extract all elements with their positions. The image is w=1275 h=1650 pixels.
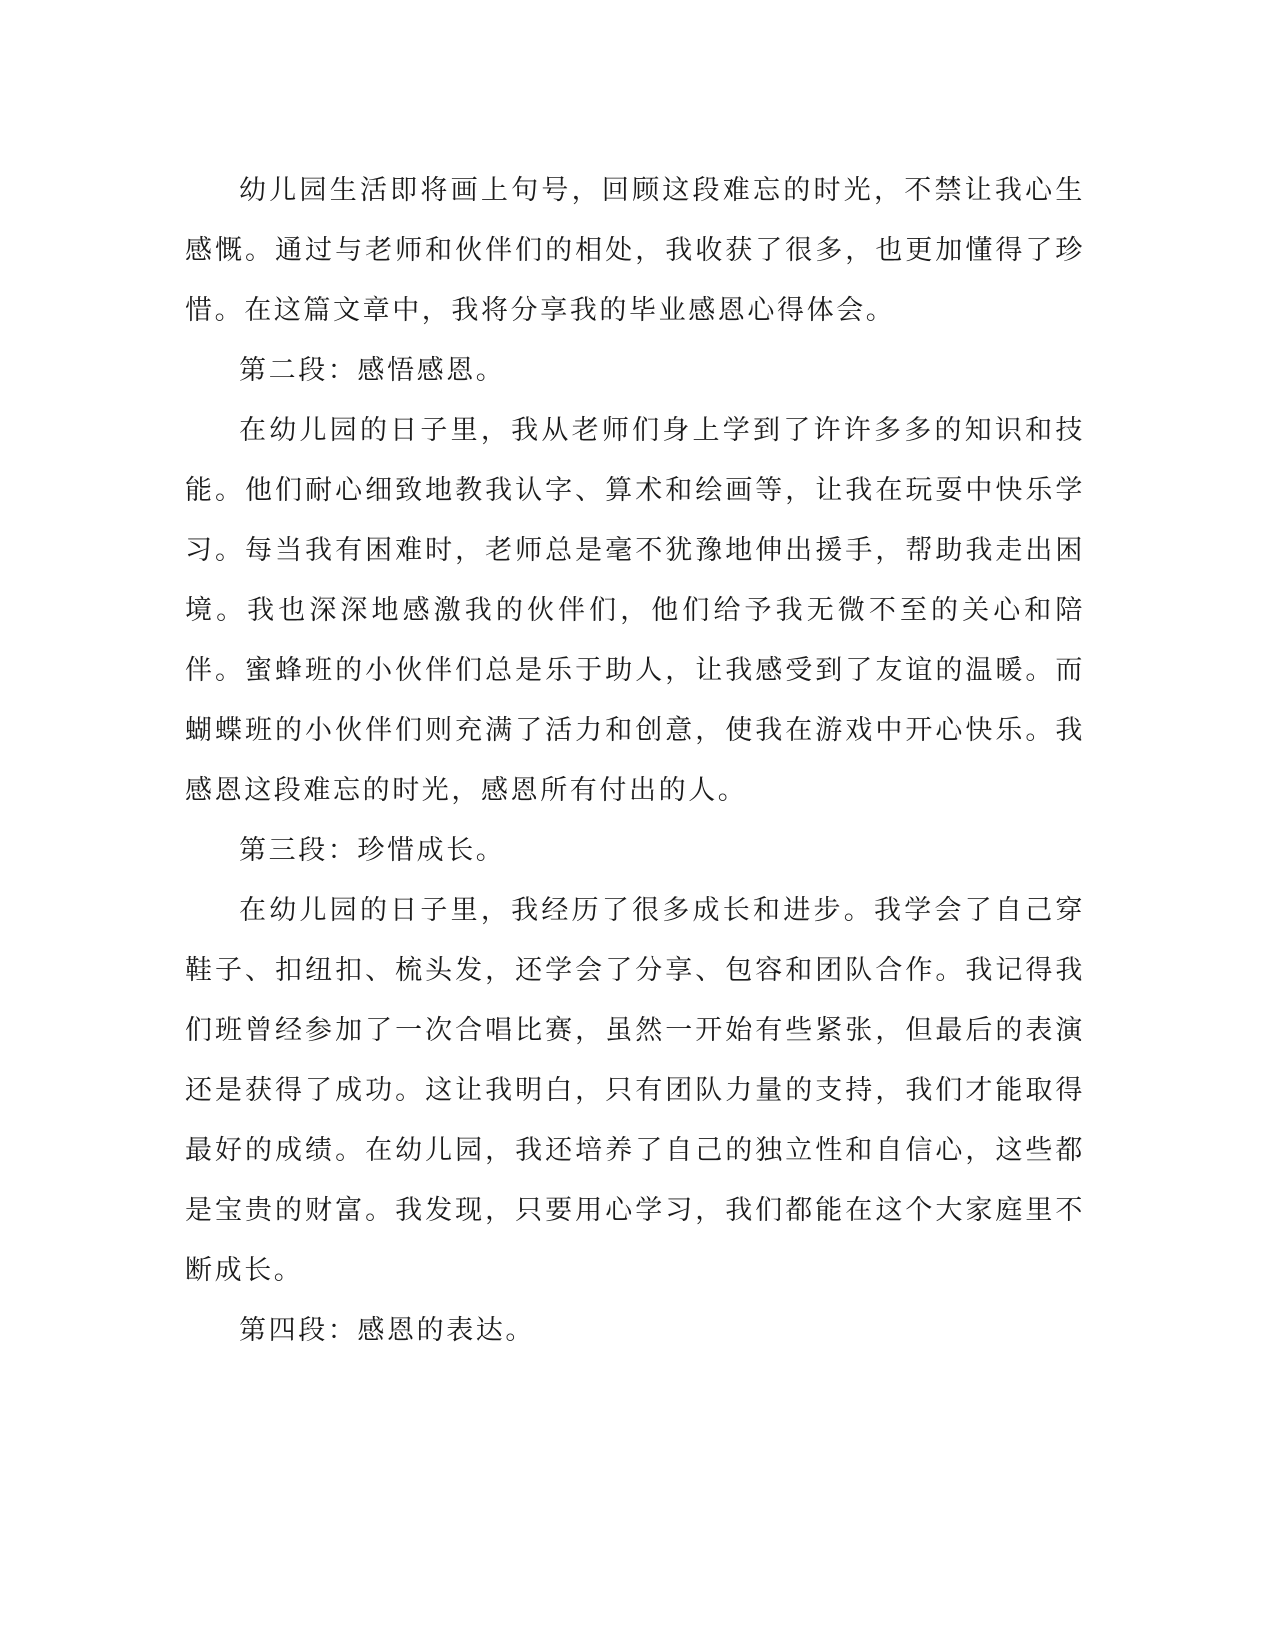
section-heading-3: 第三段：珍惜成长。	[239, 835, 506, 866]
section-heading-4: 第四段：感恩的表达。	[239, 1315, 535, 1346]
document-body	[185, 161, 1085, 1361]
gratitude-paragraph: 在幼儿园的日子里，我从老师们身上学到了许许多多的知识和技能。他们耐心细致地教我认字、算术和绘画等，让我在玩耍中快乐学习。每当我有困难时，老师总是毫不犹豫地伸出援手，帮助我走出困境。我也深深地感激我的伙伴们，他们给予我无微不至的关心和陪伴。蜜蜂班的小伙伴们总是乐于助人，让我感受到了友谊的温暖。而蝴蝶班的小伙伴们则充满了活力和创意，使我在游戏中开心快乐。我感恩这段难忘的时光，感恩所有付出的人。	[185, 415, 1085, 806]
growth-paragraph: 在幼儿园的日子里，我经历了很多成长和进步。我学会了自己穿鞋子、扣纽扣、梳头发，还学会了分享、包容和团队合作。我记得我们班曾经参加了一次合唱比赛，虽然一开始有些紧张，但最后的表演还是获得了成功。这让我明白，只有团队力量的支持，我们才能取得最好的成绩。在幼儿园，我还培养了自己的独立性和自信心，这些都是宝贵的财富。我发现，只要用心学习，我们都能在这个大家庭里不断成长。	[185, 895, 1085, 1286]
section-heading-2: 第二段：感悟感恩。	[239, 355, 506, 386]
intro-paragraph: 幼儿园生活即将画上句号，回顾这段难忘的时光，不禁让我心生感慨。通过与老师和伙伴们的相处，我收获了很多，也更加懂得了珍惜。在这篇文章中，我将分享我的毕业感恩心得体会。	[185, 175, 1085, 326]
